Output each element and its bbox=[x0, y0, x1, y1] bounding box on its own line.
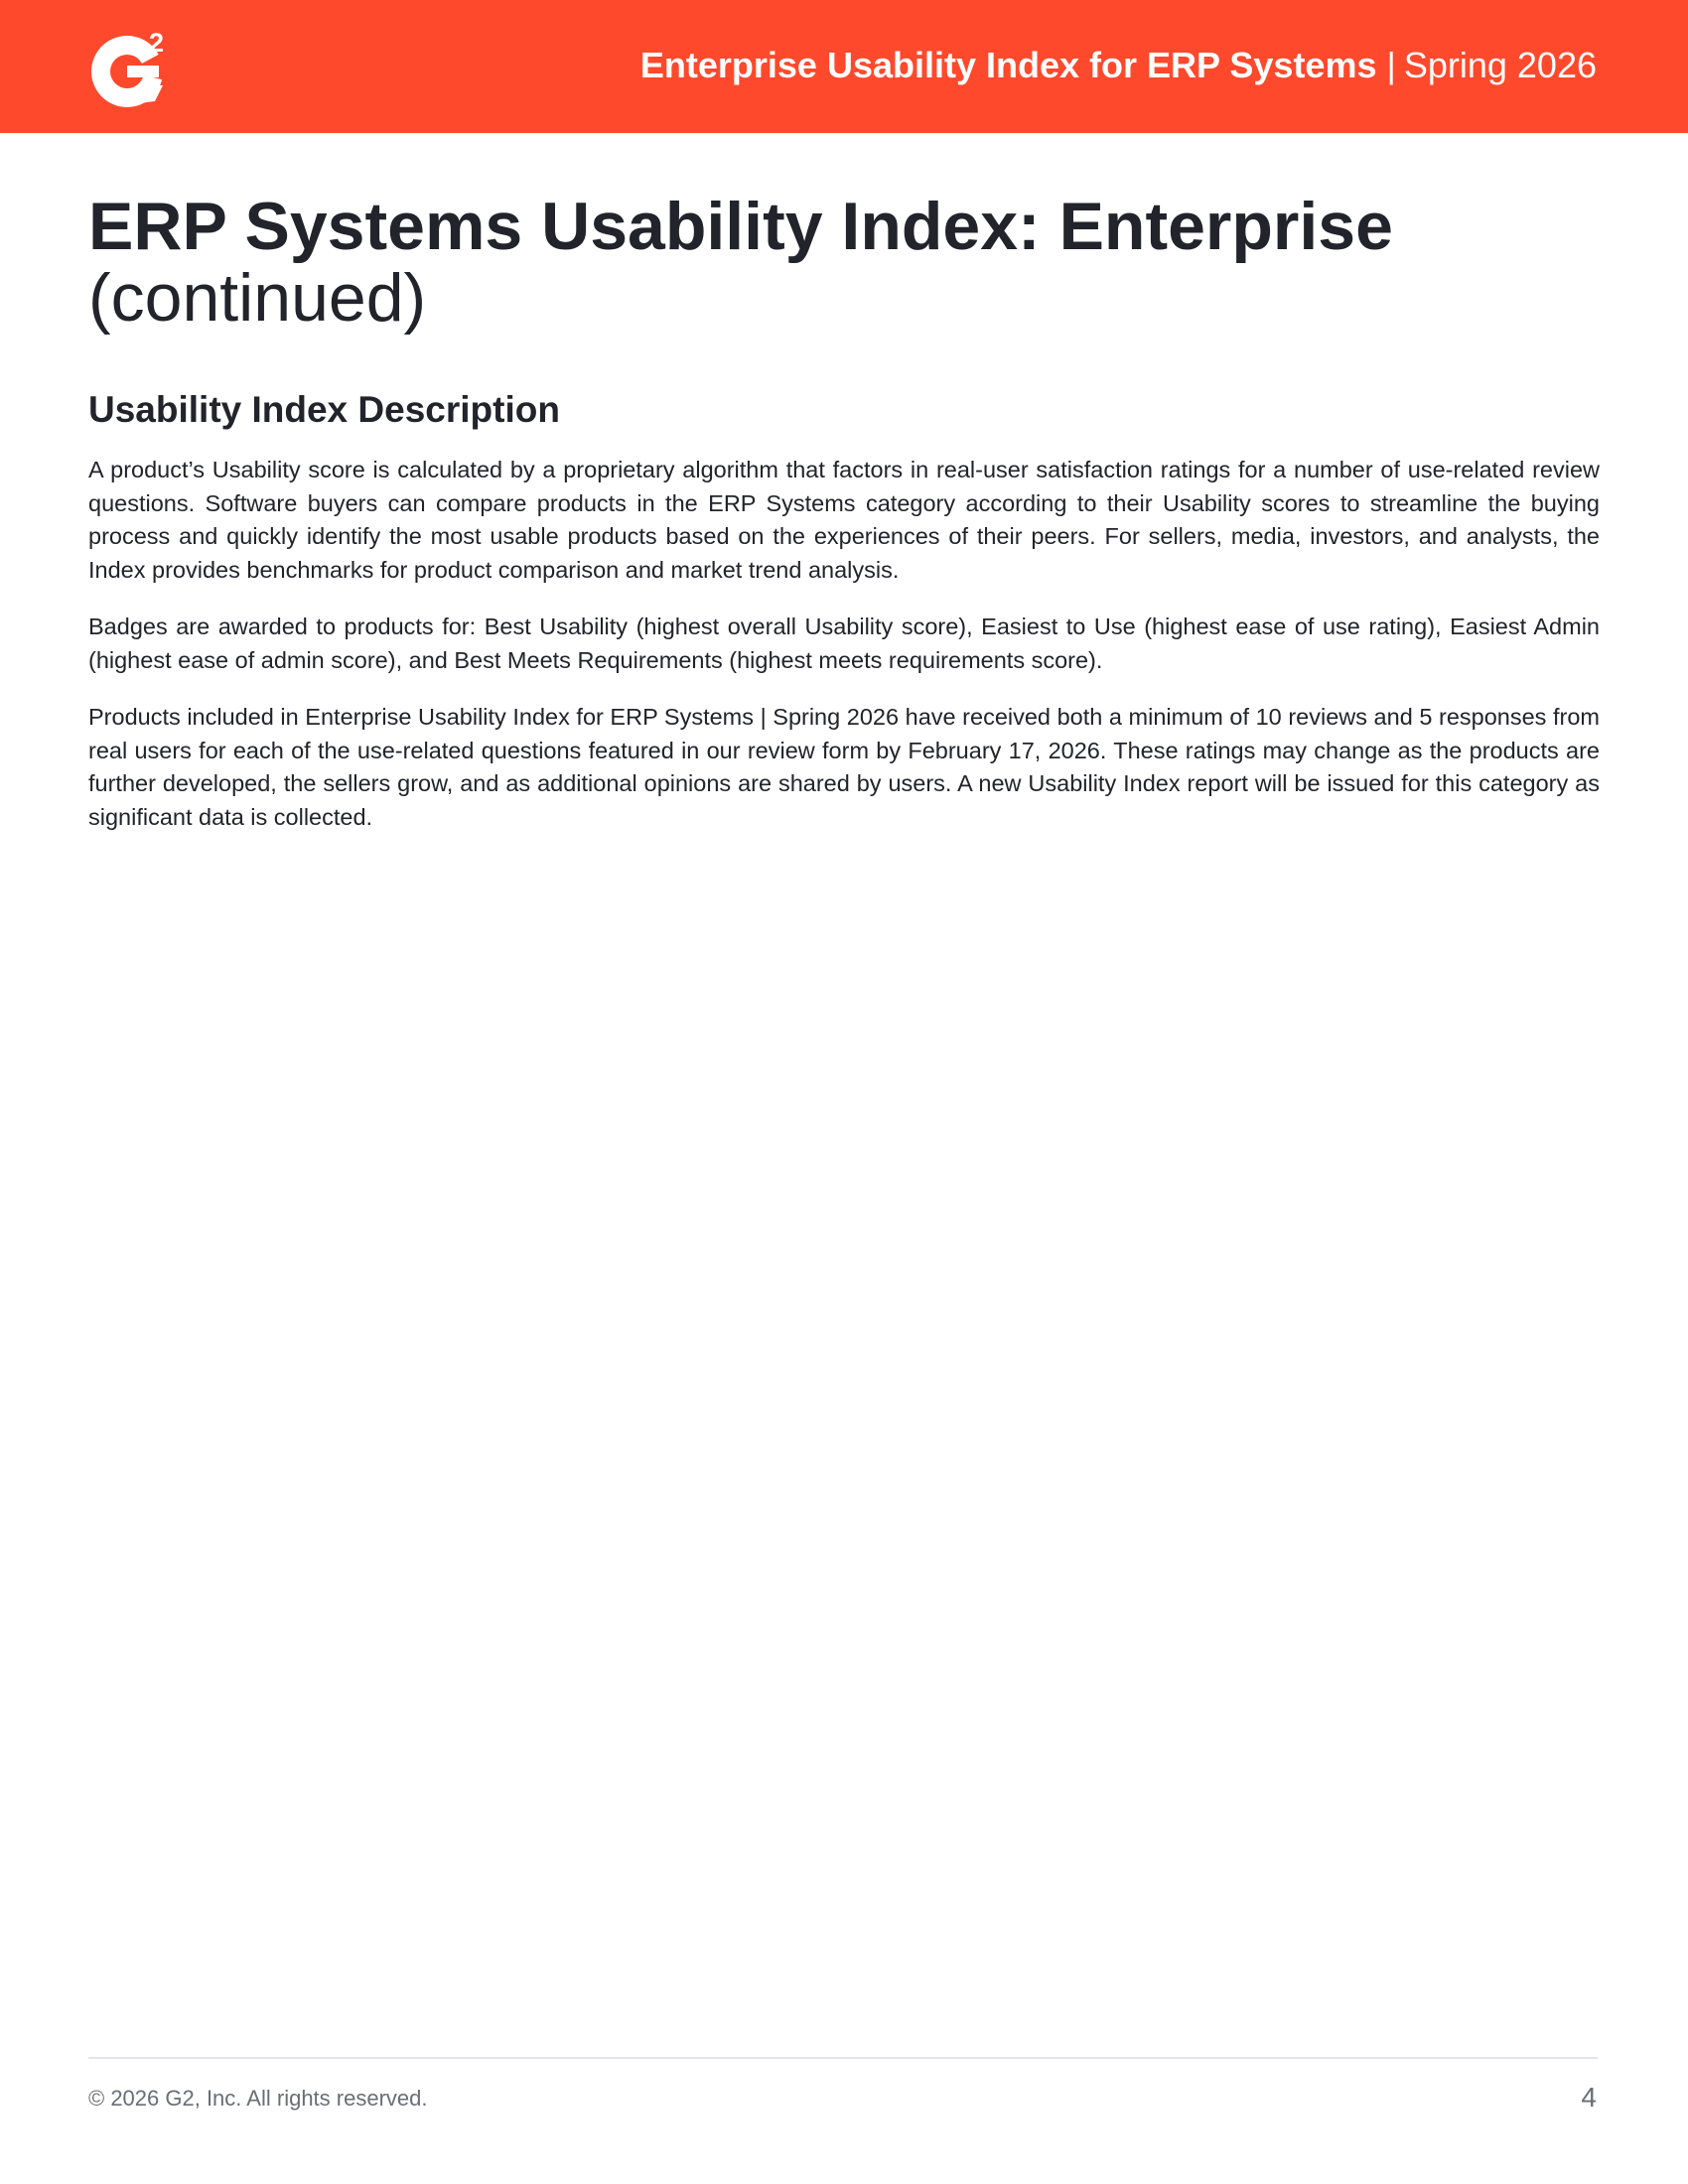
description-paragraph: Badges are awarded to products for: Best Usability (highest overall Usability score), Easiest to Use (highest ease of use rating), Easiest Admin (highest ease of admin score), and Best Meets Requirements (highest meets requirements score). bbox=[88, 614, 1600, 673]
description-paragraph: A product’s Usability score is calculated by a proprietary algorithm that factors in real-user satisfaction ratings for a number of use-related review questions. Software buyers can compare products in the ERP Systems category according to their Usability scores to streamline the buying process and quickly identify the most usable products based on the experiences of their peers. For sellers, media, investors, and analysts, the Index provides benchmarks for product comparison and market trend analysis. bbox=[88, 457, 1600, 583]
description-body bbox=[88, 454, 1600, 858]
page-number: 4 bbox=[1581, 2082, 1597, 2113]
report-title: Enterprise Usability Index for ERP Systems bbox=[639, 45, 1377, 85]
logo-superscript: 2 bbox=[149, 28, 165, 58]
page-title-main: ERP Systems Usability Index: Enterprise bbox=[88, 189, 1393, 264]
report-season: Spring 2026 bbox=[1403, 45, 1597, 85]
description-paragraph: Products included in Enterprise Usability Index for ERP Systems | Spring 2026 have received both a minimum of 10 reviews and 5 responses from real users for each of the use-related questions featured in our review form by February 17, 2026. These ratings may change as the products are further developed, the sellers grow, and as additional opinions are shared by users. A new Usability Index report will be issued for this category as significant data is collected. bbox=[88, 704, 1600, 830]
report-header-bar bbox=[0, 0, 1688, 133]
section-heading: Usability Index Description bbox=[88, 389, 560, 430]
g2-logo-icon bbox=[87, 24, 175, 111]
title-separator: | bbox=[1386, 45, 1396, 85]
footer-copyright: © 2026 G2, Inc. All rights reserved. bbox=[88, 2086, 428, 2111]
page-title bbox=[88, 191, 1598, 334]
footer-divider bbox=[88, 2057, 1598, 2059]
report-header-title bbox=[640, 42, 1597, 89]
page-title-continued: (continued) bbox=[88, 260, 427, 336]
